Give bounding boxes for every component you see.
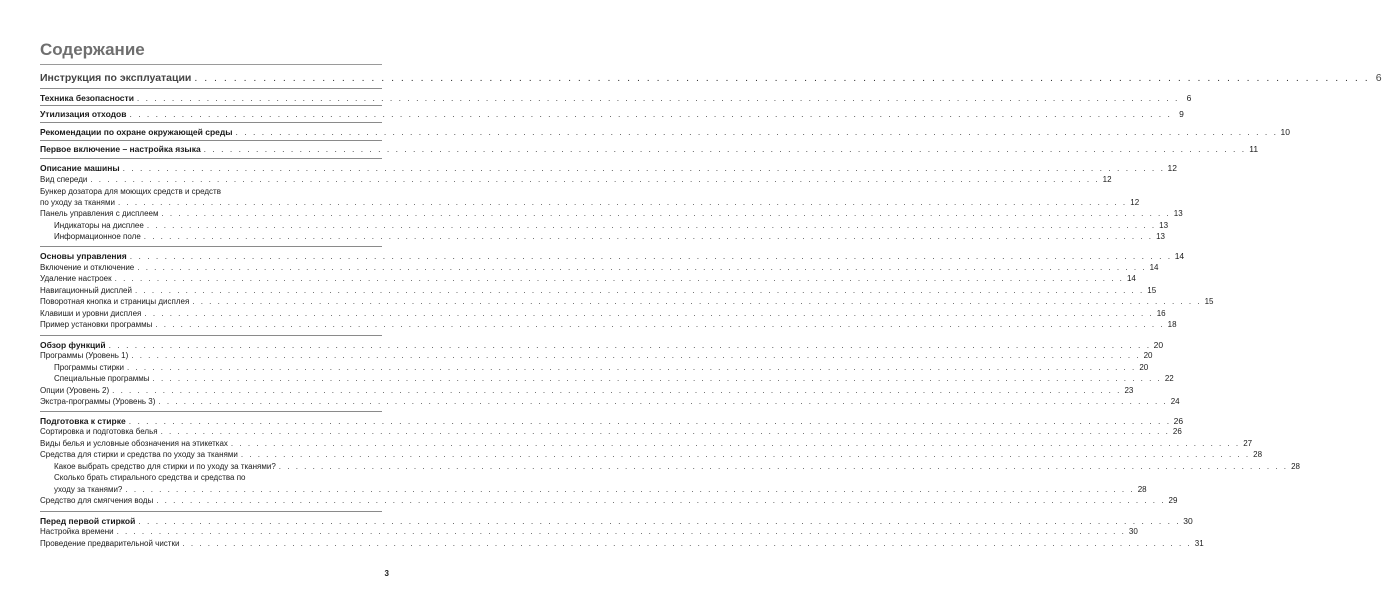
toc-entry[interactable] [40,286,1157,295]
toc-entry-page: 23 [1124,386,1134,395]
dot-leader: . . . . . . . . . . . . . . . . . . . . . . . . . . . . . . . . . . . . . . . . . . . . . . . . . . . . . . . . . . . . . . . . . . . . . . . . . . . . . . . . . . . . . . . . . . . . . . . . . . . . . . . . . . . . . . . . . . . . . . . . [152,374,1162,383]
toc-entry-page: 20 [1139,363,1149,372]
toc-entry-page: 15 [1147,286,1157,295]
dot-leader: . . . . . . . . . . . . . . . . . . . . . . . . . . . . . . . . . . . . . . . . . . . . . . . . . . . . . . . . . . . . . . . . . . . . . . . . . . . . . . . . . . . . . . . . . . . . . . . . . . . . . . . . . . . . . . . . . . . . . . . . [90,175,1100,184]
dot-leader: . . . . . . . . . . . . . . . . . . . . . . . . . . . . . . . . . . . . . . . . . . . . . . . . . . . . . . . . . . . . . . . . . . . . . . . . . . . . . . . . . . . . . . . . . . . . . . . . . . . . . . . . . . . . . . . . . . . . . . . . [203,144,1247,154]
toc-entry-page: 6 [1375,72,1382,84]
toc-entry-title: Бункер дозатора для моющих средств и средств [40,187,221,196]
toc-entry-title: Описание машины [40,163,120,173]
toc-entry[interactable] [40,320,1177,329]
toc-entry-title: по уходу за тканями [40,198,115,207]
toc-entry[interactable] [54,363,1149,372]
toc-entry[interactable] [40,516,1193,526]
toc-entry[interactable] [40,416,1184,426]
dot-leader: . . . . . . . . . . . . . . . . . . . . . . . . . . . . . . . . . . . . . . . . . . . . . . . . . . . . . . . . . . . . . . . . . . . . . . . . . . . . . . . . . . . . . . . . . . . . . . . . . . . . . . . . . . . . . . . . . . . . . . . . [116,527,1126,536]
toc-entry[interactable] [40,527,1138,536]
toc-entry-page: 14 [1126,274,1136,283]
toc-entry[interactable] [40,439,1253,448]
toc-entry-title: Вид спереди [40,175,88,184]
toc-entry[interactable] [40,427,1182,436]
dot-leader: . . . . . . . . . . . . . . . . . . . . . . . . . . . . . . . . . . . . . . . . . . . . . . . . . . . . . . . . . . . . . . . . . . . . . . . . . . . . . . . . . . . . . . . . . . . . . . . . . . . . . . . . . . . . . . . . . . . . . . . . [160,427,1170,436]
toc-entry-page: 20 [1153,340,1164,350]
toc-entry-title: Панель управления с дисплеем [40,209,159,218]
dot-leader: . . . . . . . . . . . . . . . . . . . . . . . . . . . . . . . . . . . . . . . . . . . . . . . . . . . . . . . . . . . . . . . . . . . . . . . . . . . . . . . . . . . . . . . . . . . . . . . . . . . . . . . . . . . . . . . . . . . . . . . . [138,516,1181,526]
toc-entry-title: Сортировка и подготовка белья [40,427,158,436]
toc-entry[interactable] [40,386,1134,395]
dot-leader: . . . . . . . . . . . . . . . . . . . . . . . . . . . . . . . . . . . . . . . . . . . . . . . . . . . . . . . . . . . . . . . . . . . . . . . . . . . . . . . . . . . . . . . . . . . . . . . . . . . . . . . . . . . . . . . . . . . . . . . . [128,416,1172,426]
toc-entry-page: 13 [1173,209,1183,218]
section-divider [40,122,382,123]
toc-heading: Содержание [40,40,145,59]
dot-leader: . . . . . . . . . . . . . . . . . . . . . . . . . . . . . . . . . . . . . . . . . . . . . . . . . . . . . . . . . . . . . . . . . . . . . . . . . . . . . . . . . . . . . . . . . . . . . . . . . . . . . . . . . . . . . . . . . . . . . . . . [108,340,1152,350]
toc-entry-title: Рекомендации по охране окружающей среды [40,127,233,137]
toc-entry[interactable] [40,163,1178,173]
toc-entry-title: Виды белья и условные обозначения на этикетках [40,439,228,448]
toc-entry[interactable] [40,351,1153,360]
toc-entry[interactable] [40,297,1214,306]
toc-entry-page: 27 [1243,439,1253,448]
toc-entry-page: 30 [1183,516,1193,526]
dot-leader: . . . . . . . . . . . . . . . . . . . . . . . . . . . . . . . . . . . . . . . . . . . . . . . . . . . . . . . . . . . . . . . . . . . . . . . . . . . . . . . . . . . . . . . . . . . . . . . . . . . . . . . . . . . . . . . . . . . . . . . . [131,351,1141,360]
toc-entry-title: Средства для стирки и средства по уходу за тканями [40,450,238,459]
toc-entry-title: Клавиши и уровни дисплея [40,309,142,318]
toc-entry-title: Удаление настроек [40,274,112,283]
toc-entry[interactable] [54,221,1169,230]
toc-entry-title: Инструкция по эксплуатации [40,72,192,84]
toc-entry[interactable] [40,93,1192,103]
toc-entry[interactable] [40,309,1166,318]
toc-entry-page: 28 [1137,485,1147,494]
toc-entry-page: 22 [1164,374,1174,383]
toc-entry[interactable] [54,473,382,482]
toc-entry[interactable] [54,232,1165,241]
toc-entry-title: Индикаторы на дисплее [54,221,144,230]
dot-leader: . . . . . . . . . . . . . . . . . . . . . . . . . . . . . . . . . . . . . . . . . . . . . . . . . . . . . . . . . . . . . . . . . . . . . . . . . . . . . . . . . . . . . . . . . . . . . . . . . . . . . . . . . . . . . . . . . . . . . . . . [122,163,1166,173]
toc-entry-page: 30 [1128,527,1138,536]
section-divider [40,105,382,106]
toc-entry-title: Техника безопасности [40,93,134,103]
toc-entry-title: Утилизация отходов [40,109,127,119]
dot-leader: . . . . . . . . . . . . . . . . . . . . . . . . . . . . . . . . . . . . . . . . . . . . . . . . . . . . . . . . . . . . . . . . . . . . . . . . . . . . . . . . . . . . . . . . . . . . . . . . . . . . . . . . . . . . . . . . . . . . . . . . [240,450,1251,459]
toc-entry[interactable] [40,263,1159,272]
toc-entry[interactable] [40,496,1178,505]
dot-leader: . . . . . . . . . . . . . . . . . . . . . . . . . . . . . . . . . . . . . . . . . . . . . . . . . . . . . . . . . . . . . . . . . . . . . . . . . . . . . . . . . . . . . . . . . . . . . . . . . . . . . . . . . . . . . . . . . . . . . . . . [143,232,1153,241]
toc-entry-page: 16 [1156,309,1166,318]
toc-entry-page: 15 [1204,297,1214,306]
toc-entry-page: 28 [1253,450,1263,459]
toc-entry-title: Программы (Уровень 1) [40,351,129,360]
section-divider [40,335,382,336]
dot-leader: . . . . . . . . . . . . . . . . . . . . . . . . . . . . . . . . . . . . . . . . . . . . . . . . . . . . . . . . . . . . . . . . . . . . . . . . . . . . . . . . . . . . . . . . . . . . . . . . . . . . . . . . . . . . . . . . . . . . . . . . [125,485,1135,494]
dot-leader: . . . . . . . . . . . . . . . . . . . . . . . . . . . . . . . . . . . . . . . . . . . . . . . . . . . . . . . . . . . . . . . . . . . . . . . . . . . . . . . . . . . . . . . . . . . . . . . . . . . . . . . . . . . . . . . . . . . . . . . . [230,439,1241,448]
toc-entry[interactable] [40,450,1263,459]
toc-entry-page: 29 [1168,496,1178,505]
toc-entry-page: 26 [1172,427,1182,436]
toc-entry[interactable] [40,340,1164,350]
toc-entry-page: 26 [1173,416,1184,426]
toc-entry-page: 14 [1149,263,1159,272]
dot-leader: . . . . . . . . . . . . . . . . . . . . . . . . . . . . . . . . . . . . . . . . . . . . . . . . . . . . . . . . . . . . . . . . . . . . . . . . . . . . . . . . . . . . . . . . . . . . . . . . . . . . . . . . . . . . . . . . . . . . . . . . [117,198,1128,207]
toc-entry-page: 18 [1167,320,1177,329]
toc-entry-title: Перед первой стиркой [40,516,136,526]
toc-entry[interactable] [40,539,1204,548]
dot-leader: . . . . . . . . . . . . . . . . . . . . . . . . . . . . . . . . . . . . . . . . . . . . . . . . . . . . . . . . . . . . . . . . . . . . . . . . . . . . . . . . . . . . . . . . . . . . . . . . . . . . . . . . . . . . . . . . . . . . . . . . [127,363,1137,372]
toc-entry-title: Поворотная кнопка и страницы дисплея [40,297,190,306]
toc-entry-title: уходу за тканями? [54,485,123,494]
toc-entry-page: 24 [1170,397,1180,406]
toc-entry-title: Первое включение – настройка языка [40,144,201,154]
toc-entry[interactable] [40,397,1180,406]
dot-leader: . . . . . . . . . . . . . . . . . . . . . . . . . . . . . . . . . . . . . . . . . . . . . . . . . . . . . . . . . . . . . . . . . . . . . . . . . . . . . . . . . . . . . . . . . . . . . . . . . . . . . . . . . . . . . . . . . . . . . . . . [161,209,1171,218]
section-divider [40,88,382,89]
toc-entry-title: Средство для смягчения воды [40,496,154,505]
toc-entry-page: 12 [1102,175,1112,184]
toc-entry-page: 13 [1156,232,1165,241]
toc-entry[interactable] [54,485,1147,494]
toc-entry-page: 10 [1280,127,1290,137]
section-divider [40,158,382,159]
toc-entry-title: Специальные программы [54,374,150,383]
dot-leader: . . . . . . . . . . . . . . . . . . . . . . . . . . . . . . . . . . . . . . . . . . . . . . . . . . . . . . . . . . . . . . . . . . . . . . . . . . . . . . . . . . . . . . . . . . . . . . . . . . . . . . . . . . . . . . . . . . . . . . . . [129,109,1172,119]
toc-entry[interactable] [40,175,1112,184]
toc-entry-title: Сколько брать стирального средства и средства по [54,473,246,482]
toc-entry-page: 20 [1143,351,1153,360]
dot-leader: . . . . . . . . . . . . . . . . . . . . . . . . . . . . . . . . . . . . . . . . . . . . . . . . . . . . . . . . . . . . . . . . . . . . . . . . . . . . . . . . . . . . . . . . . . . . . . . . . . . . . . . . . . . . . . . . . . . . . . . . [278,462,1289,471]
toc-entry-title: Проведение предварительной чистки [40,539,180,548]
toc-entry-page: 13 [1159,221,1169,230]
toc-entry[interactable] [40,274,1136,283]
toc-entry[interactable] [40,72,1382,84]
dot-leader: . . . . . . . . . . . . . . . . . . . . . . . . . . . . . . . . . . . . . . . . . . . . . . . . . . . . . . . . . . . . . . . . . . . . . . . . . . . . . . . . . . . . . . . . . . . . . . . . . . . . . . . . . . . . . . . . . . . . . . . . [194,72,1370,84]
dot-leader: . . . . . . . . . . . . . . . . . . . . . . . . . . . . . . . . . . . . . . . . . . . . . . . . . . . . . . . . . . . . . . . . . . . . . . . . . . . . . . . . . . . . . . . . . . . . . . . . . . . . . . . . . . . . . . . . . . . . . . . . [155,320,1165,329]
toc-entry[interactable] [54,374,1174,383]
toc-entry-title: Подготовка к стирке [40,416,126,426]
toc-entry-title: Навигационный дисплей [40,286,132,295]
toc-entry-title: Экстра-программы (Уровень 3) [40,397,156,406]
toc-entry-page: 12 [1130,198,1140,207]
section-divider [40,246,382,247]
toc-entry[interactable] [40,144,1259,154]
toc-entry-page: 31 [1194,539,1204,548]
section-divider [40,511,382,512]
toc-entry-page: 12 [1167,163,1178,173]
toc-entry-page: 6 [1186,93,1192,103]
toc-entry-title: Какое выбрать средство для стирки и по уходу за тканями? [54,462,276,471]
dot-leader: . . . . . . . . . . . . . . . . . . . . . . . . . . . . . . . . . . . . . . . . . . . . . . . . . . . . . . . . . . . . . . . . . . . . . . . . . . . . . . . . . . . . . . . . . . . . . . . . . . . . . . . . . . . . . . . . . . . . . . . . [112,386,1122,395]
dot-leader: . . . . . . . . . . . . . . . . . . . . . . . . . . . . . . . . . . . . . . . . . . . . . . . . . . . . . . . . . . . . . . . . . . . . . . . . . . . . . . . . . . . . . . . . . . . . . . . . . . . . . . . . . . . . . . . . . . . . . . . . [156,496,1166,505]
dot-leader: . . . . . . . . . . . . . . . . . . . . . . . . . . . . . . . . . . . . . . . . . . . . . . . . . . . . . . . . . . . . . . . . . . . . . . . . . . . . . . . . . . . . . . . . . . . . . . . . . . . . . . . . . . . . . . . . . . . . . . . . [137,263,1147,272]
toc-entry-title: Включение и отключение [40,263,135,272]
section-divider [40,411,382,412]
dot-leader: . . . . . . . . . . . . . . . . . . . . . . . . . . . . . . . . . . . . . . . . . . . . . . . . . . . . . . . . . . . . . . . . . . . . . . . . . . . . . . . . . . . . . . . . . . . . . . . . . . . . . . . . . . . . . . . . . . . . . . . . [158,397,1168,406]
dot-leader: . . . . . . . . . . . . . . . . . . . . . . . . . . . . . . . . . . . . . . . . . . . . . . . . . . . . . . . . . . . . . . . . . . . . . . . . . . . . . . . . . . . . . . . . . . . . . . . . . . . . . . . . . . . . . . . . . . . . . . . . [235,127,1278,137]
section-divider [40,140,382,141]
dot-leader: . . . . . . . . . . . . . . . . . . . . . . . . . . . . . . . . . . . . . . . . . . . . . . . . . . . . . . . . . . . . . . . . . . . . . . . . . . . . . . . . . . . . . . . . . . . . . . . . . . . . . . . . . . . . . . . . . . . . . . . . [114,274,1124,283]
toc-entry-title: Информационное поле [54,232,141,241]
toc-entry[interactable] [40,198,1140,207]
toc-entry-title: Основы управления [40,251,127,261]
toc-entry-page: 9 [1179,109,1184,119]
toc-entry[interactable] [40,109,1184,119]
toc-entry-title: Настройка времени [40,527,114,536]
toc-entry-title: Опции (Уровень 2) [40,386,110,395]
toc-entry[interactable] [40,209,1183,218]
toc-entry-page: 11 [1249,144,1259,154]
page-number: 3 [384,569,389,578]
toc-entry[interactable] [40,251,1185,261]
dot-leader: . . . . . . . . . . . . . . . . . . . . . . . . . . . . . . . . . . . . . . . . . . . . . . . . . . . . . . . . . . . . . . . . . . . . . . . . . . . . . . . . . . . . . . . . . . . . . . . . . . . . . . . . . . . . . . . . . . . . . . . . [192,297,1202,306]
toc-entry-page: 28 [1291,462,1301,471]
dot-leader: . . . . . . . . . . . . . . . . . . . . . . . . . . . . . . . . . . . . . . . . . . . . . . . . . . . . . . . . . . . . . . . . . . . . . . . . . . . . . . . . . . . . . . . . . . . . . . . . . . . . . . . . . . . . . . . . . . . . . . . . [134,286,1145,295]
dot-leader: . . . . . . . . . . . . . . . . . . . . . . . . . . . . . . . . . . . . . . . . . . . . . . . . . . . . . . . . . . . . . . . . . . . . . . . . . . . . . . . . . . . . . . . . . . . . . . . . . . . . . . . . . . . . . . . . . . . . . . . . [182,539,1192,548]
dot-leader: . . . . . . . . . . . . . . . . . . . . . . . . . . . . . . . . . . . . . . . . . . . . . . . . . . . . . . . . . . . . . . . . . . . . . . . . . . . . . . . . . . . . . . . . . . . . . . . . . . . . . . . . . . . . . . . . . . . . . . . . [129,251,1173,261]
toc-entry[interactable] [40,127,1290,137]
toc-entry-title: Обзор функций [40,340,106,350]
dot-leader: . . . . . . . . . . . . . . . . . . . . . . . . . . . . . . . . . . . . . . . . . . . . . . . . . . . . . . . . . . . . . . . . . . . . . . . . . . . . . . . . . . . . . . . . . . . . . . . . . . . . . . . . . . . . . . . . . . . . . . . . [136,93,1180,103]
toc-entry[interactable] [40,187,382,196]
toc-entry[interactable] [54,462,1301,471]
dot-leader: . . . . . . . . . . . . . . . . . . . . . . . . . . . . . . . . . . . . . . . . . . . . . . . . . . . . . . . . . . . . . . . . . . . . . . . . . . . . . . . . . . . . . . . . . . . . . . . . . . . . . . . . . . . . . . . . . . . . . . . . [144,309,1154,318]
dot-leader: . . . . . . . . . . . . . . . . . . . . . . . . . . . . . . . . . . . . . . . . . . . . . . . . . . . . . . . . . . . . . . . . . . . . . . . . . . . . . . . . . . . . . . . . . . . . . . . . . . . . . . . . . . . . . . . . . . . . . . . . [146,221,1157,230]
toc-entry-page: 14 [1174,251,1185,261]
toc-entry-title: Программы стирки [54,363,124,372]
toc-entry-title: Пример установки программы [40,320,153,329]
